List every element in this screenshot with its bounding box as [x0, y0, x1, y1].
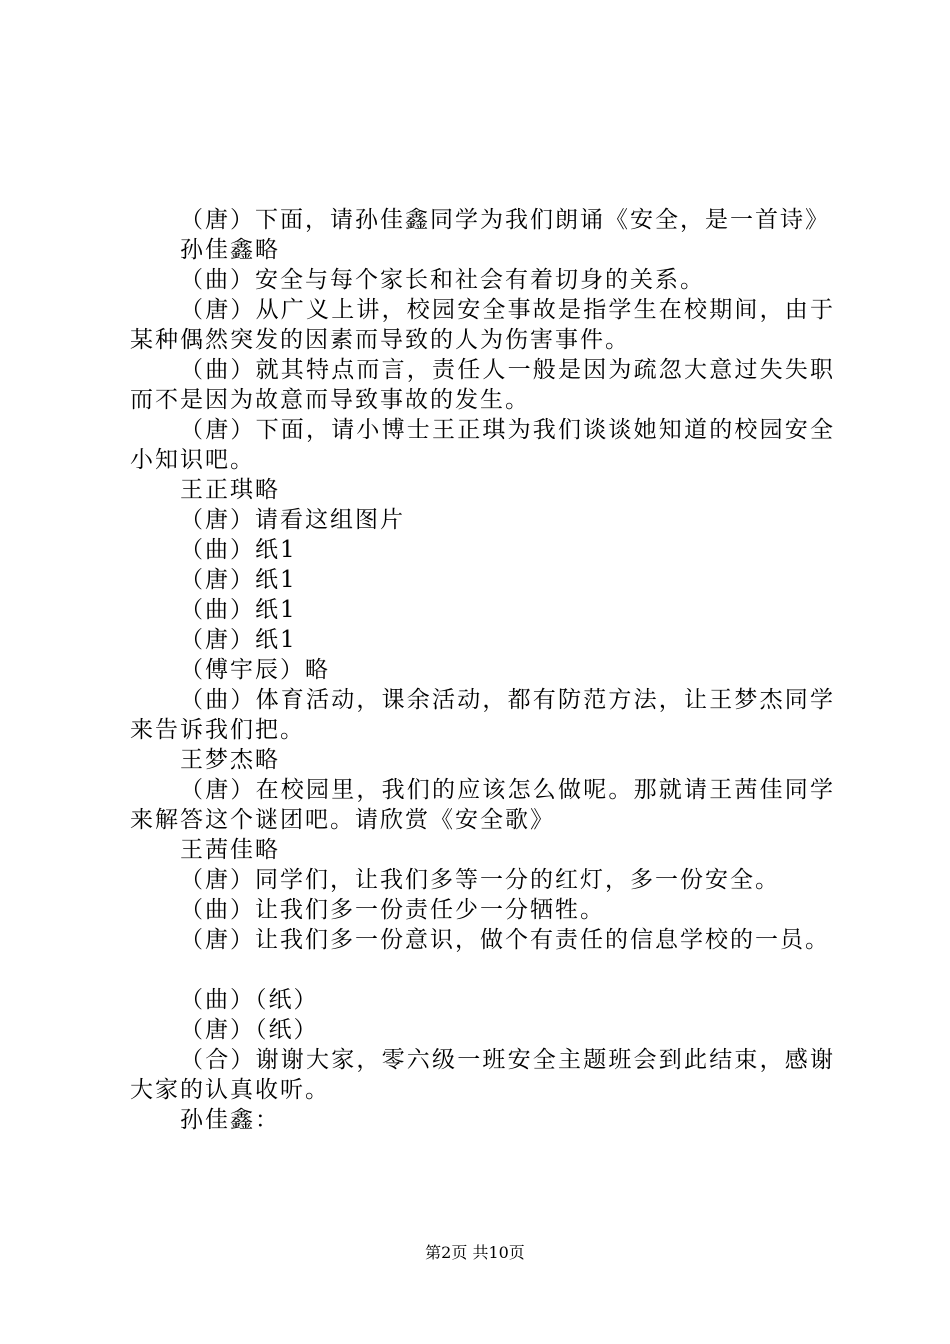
paragraph: （唐）（纸） [180, 1017, 319, 1043]
paragraph: 王茜佳略 [180, 837, 280, 863]
paragraph: 孙佳鑫略 [180, 237, 280, 263]
paragraph: 王正琪略 [180, 477, 280, 503]
blank-line [130, 955, 835, 985]
paragraph: （傅宇辰）略 [180, 657, 330, 683]
paragraph: （唐）纸1 [180, 567, 297, 593]
paragraph: （唐）从广义上讲，校园安全事故是指学生在校期间，由于某种偶然突发的因素而导致的人为伤害事件。 [130, 297, 835, 353]
page-number-footer: 第2页 共10页 [425, 1243, 525, 1262]
paragraph: （唐）让我们多一份意识，做个有责任的信息学校的一员。 [180, 927, 830, 953]
document-body [130, 205, 835, 1135]
paragraph: 孙佳鑫： [180, 1107, 280, 1133]
paragraph: （曲）就其特点而言，责任人一般是因为疏忽大意过失失职而不是因为故意而导致事故的发生。 [130, 357, 835, 413]
paragraph: （曲）（纸） [180, 987, 319, 1013]
paragraph: （唐）纸1 [180, 627, 297, 653]
paragraph: 王梦杰略 [180, 747, 280, 773]
paragraph: （唐）在校园里，我们的应该怎么做呢。那就请王茜佳同学来解答这个谜团吧。请欣赏《安全歌》 [130, 777, 835, 833]
paragraph: （唐）下面，请孙佳鑫同学为我们朗诵《安全，是一首诗》 [180, 207, 830, 233]
paragraph: （曲）安全与每个家长和社会有着切身的关系。 [180, 267, 705, 293]
paragraph: （曲）纸1 [180, 597, 297, 623]
paragraph: （曲）体育活动，课余活动，都有防范方法，让王梦杰同学来告诉我们把。 [130, 687, 835, 743]
paragraph: （唐）下面，请小博士王正琪为我们谈谈她知道的校园安全小知识吧。 [130, 417, 835, 473]
paragraph: （唐）同学们，让我们多等一分的红灯，多一份安全。 [180, 867, 780, 893]
paragraph: （曲）让我们多一份责任少一分牺牲。 [180, 897, 605, 923]
paragraph: （唐）请看这组图片 [180, 507, 405, 533]
paragraph: （曲）纸1 [180, 537, 297, 563]
paragraph: （合）谢谢大家，零六级一班安全主题班会到此结束，感谢大家的认真收听。 [130, 1047, 835, 1103]
